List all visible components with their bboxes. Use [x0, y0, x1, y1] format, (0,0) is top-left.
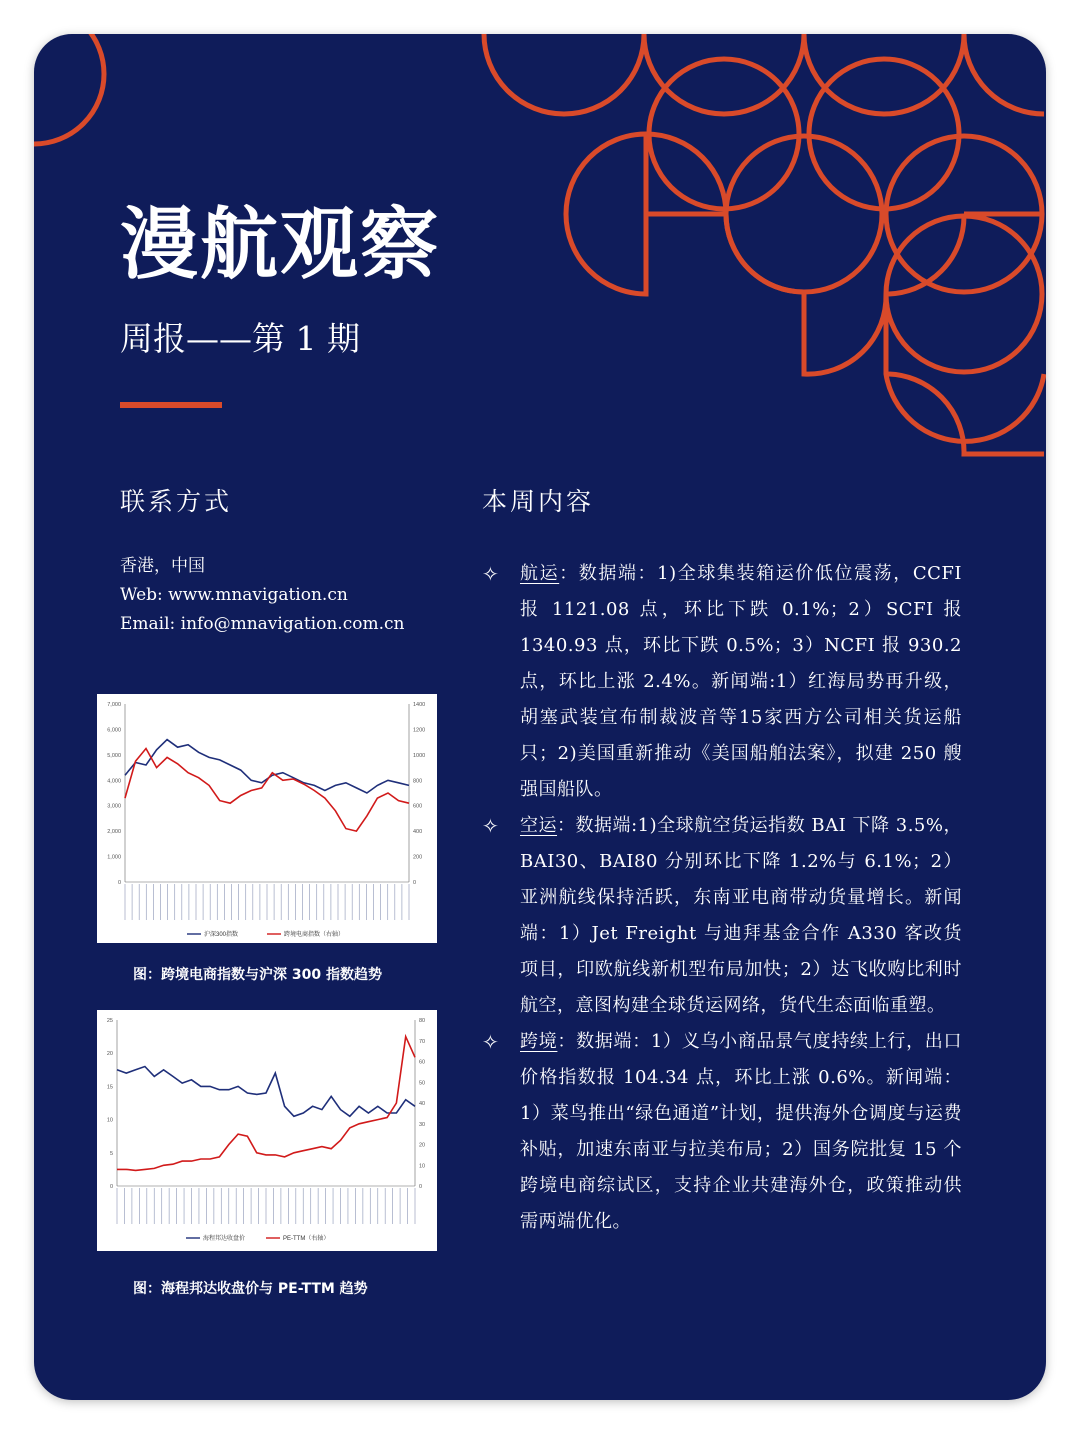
legend-label-1: PE-TTM（右轴）: [283, 1236, 330, 1242]
issue-subtitle: 周报——第 1 期: [120, 319, 360, 358]
four-point-star-icon: ✧: [482, 814, 500, 838]
y-tick-label-left: 3,000: [107, 803, 121, 810]
page-title: 漫航观察: [120, 200, 441, 290]
contact-location: 香港，中国: [120, 556, 205, 576]
y-tick-label-left: 0: [109, 1184, 113, 1190]
contact-heading: 联系方式: [120, 487, 233, 516]
figure-chart-1: [97, 694, 437, 943]
list-item: [482, 556, 962, 808]
legend-label-0: 沪深300指数: [204, 932, 239, 938]
item-tag[interactable]: 航运: [520, 563, 560, 584]
y-tick-label-left: 15: [106, 1084, 113, 1091]
chart-price-vs-pe: [97, 1010, 437, 1251]
y-tick-label-left: 1,000: [107, 854, 121, 861]
y-tick-label-right: 0: [419, 1184, 423, 1190]
y-tick-label-left: 2,000: [107, 829, 121, 836]
series-line-1: [125, 749, 409, 832]
y-tick-label-right: 1000: [413, 752, 426, 759]
figure-caption-2: 图：海程邦达收盘价与 PE-TTM 趋势: [133, 1281, 368, 1297]
y-tick-label-right: 70: [419, 1038, 426, 1045]
y-tick-label-left: 10: [106, 1117, 113, 1124]
figure-caption-1: 图：跨境电商指数与沪深 300 指数趋势: [133, 967, 382, 983]
four-point-star-icon: ✧: [482, 562, 500, 586]
y-tick-label-left: 6,000: [107, 727, 121, 734]
contact-web[interactable]: Web: www.mnavigation.cn: [120, 585, 348, 605]
chart-crossborder-vs-csi300: [97, 694, 437, 943]
cover-card: [34, 34, 1046, 1400]
y-tick-label-right: 400: [413, 829, 423, 836]
y-tick-label-left: 5: [109, 1150, 113, 1157]
y-tick-label-right: 60: [419, 1059, 426, 1066]
contact-block: [120, 552, 404, 639]
y-tick-label-left: 4,000: [107, 778, 121, 785]
y-tick-label-right: 200: [413, 854, 423, 861]
contents-list: [482, 556, 962, 1240]
y-tick-label-right: 1200: [413, 727, 426, 734]
item-text: ：数据端:1)全球航空货运指数 BAI 下降 3.5%，BAI30、BAI80 分别环比下降 1.2%与 6.1%；2）亚洲航线保持活跃，东南亚电商带动货量增长。新闻端：1）Jet Freight 与迪拜基金合作 A330 客改货项目，印欧航线新机型布局加快；2）达飞收购比利时航空，意图构建全球货运网络，货代生态面临重塑。: [520, 815, 962, 1016]
figure-chart-2: [97, 1010, 437, 1251]
legend-label-0: 海程邦达收盘价: [203, 1236, 246, 1242]
contents-heading: 本周内容: [482, 487, 595, 516]
item-text: ：数据端：1)全球集装箱运价低位震荡，CCFI 报 1121.08 点，环比下跌 0.1%；2）SCFI 报 1340.93 点，环比下跌 0.5%；3）NCFI 报 930.2 点，环比上涨 2.4%。新闻端:1）红海局势再升级，胡塞武装宣布制裁波音等15家西方公司相关货运船只；2)美国重新推动《美国船舶法案》，拟建 250 艘强国船队。: [520, 563, 962, 800]
y-tick-label-right: 800: [413, 778, 423, 785]
y-tick-label-right: 20: [419, 1142, 426, 1149]
item-text: ：数据端：1）义乌小商品景气度持续上行，出口价格指数报 104.34 点，环比上涨 0.6%。新闻端： 1）菜鸟推出“绿色通道”计划，提供海外仓调度与运费补贴，加速东南亚与拉美布局；2）国务院批复 15 个跨境电商综试区，支持企业共建海外仓，政策推动供需两端优化。: [520, 1031, 963, 1232]
y-tick-label-left: 5,000: [107, 752, 121, 759]
y-tick-label-left: 7,000: [107, 702, 121, 708]
y-tick-label-left: 0: [117, 880, 121, 886]
y-tick-label-right: 1400: [413, 702, 426, 708]
y-tick-label-left: 25: [106, 1018, 113, 1024]
y-tick-label-right: 600: [413, 803, 423, 810]
series-line-1: [117, 1037, 415, 1171]
y-tick-label-right: 40: [419, 1101, 426, 1107]
y-tick-label-right: 80: [419, 1018, 426, 1024]
series-line-0: [117, 1067, 415, 1117]
contact-email[interactable]: Email: info@mnavigation.com.cn: [120, 614, 405, 634]
y-tick-label-left: 20: [106, 1051, 113, 1058]
list-item: [482, 808, 962, 1024]
list-item: [482, 1024, 962, 1240]
item-tag[interactable]: 空运: [520, 815, 558, 836]
y-tick-label-right: 10: [419, 1163, 426, 1170]
four-point-star-icon: ✧: [482, 1030, 500, 1054]
item-tag[interactable]: 跨境: [520, 1031, 558, 1052]
y-tick-label-right: 0: [413, 880, 417, 886]
y-tick-label-right: 30: [419, 1121, 426, 1128]
series-line-0: [125, 740, 409, 793]
y-tick-label-right: 50: [419, 1080, 426, 1087]
legend-label-1: 跨境电商指数（右轴）: [284, 932, 345, 938]
title-divider: [120, 402, 222, 408]
